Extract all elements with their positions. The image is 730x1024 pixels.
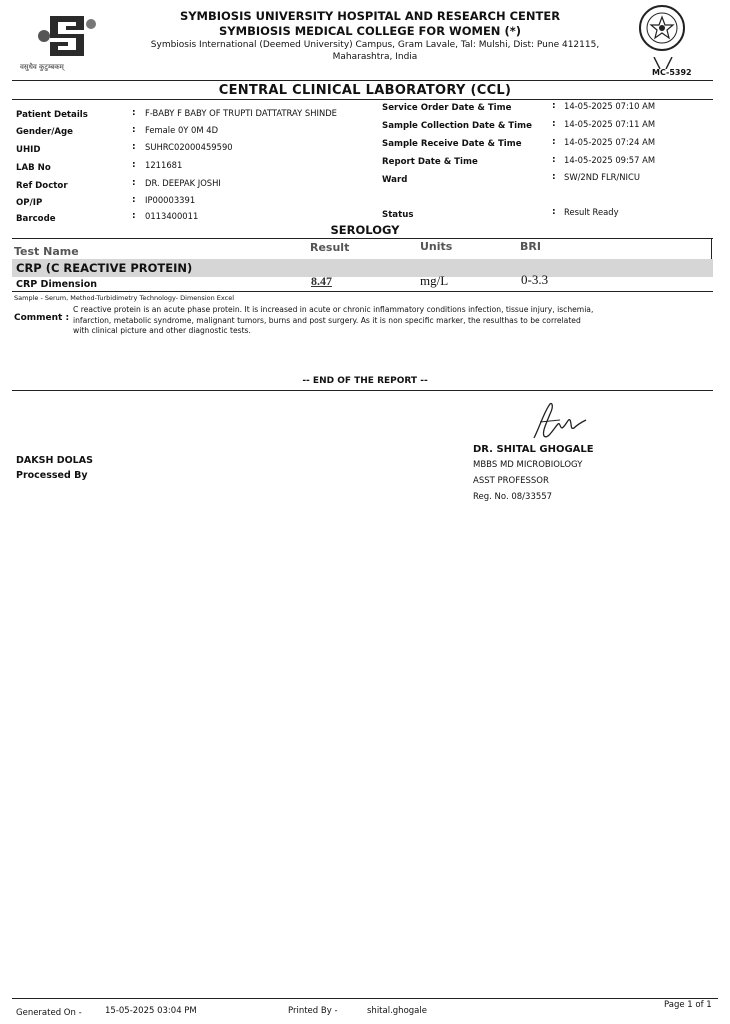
test-name: CRP Dimension <box>16 279 98 290</box>
doctor-qualification: MBBS MD MICROBIOLOGY <box>473 460 583 470</box>
colon: : <box>132 211 136 221</box>
page-number: Page 1 of 1 <box>664 1000 712 1010</box>
divider-lab-title <box>12 99 713 100</box>
colon: : <box>132 160 136 170</box>
hospital-logo <box>36 14 98 58</box>
accreditation-code: MC-5392 <box>652 68 692 77</box>
colon: : <box>132 195 136 205</box>
divider-footer <box>12 998 718 999</box>
processor-name: DAKSH DOLAS <box>16 455 93 466</box>
lab-title: CENTRAL CLINICAL LABORATORY (CCL) <box>218 83 512 98</box>
sample-collection-label: Sample Collection Date & Time <box>382 121 532 131</box>
accreditation-seal <box>638 4 686 52</box>
colon: : <box>132 178 136 188</box>
sample-collection-value: 14-05-2025 07:11 AM <box>564 119 656 129</box>
service-order-label: Service Order Date & Time <box>382 103 512 113</box>
uhid-label: UHID <box>16 145 41 155</box>
processor-role: Processed By <box>16 470 88 481</box>
doctor-name: DR. SHITAL GHOGALE <box>473 444 594 455</box>
colon: : <box>552 101 556 111</box>
col-result: Result <box>310 241 350 254</box>
test-units: mg/L <box>420 273 449 288</box>
printed-value: shital.ghogale <box>367 1006 427 1016</box>
divider-result <box>12 291 713 292</box>
uhid-value: SUHRC02000459590 <box>145 142 233 152</box>
doctor-designation: ASST PROFESSOR <box>473 476 549 486</box>
colon: : <box>552 207 556 217</box>
logo-motto: वसुधैव कुटुम्बकम् <box>20 63 64 71</box>
test-result: 8.47 <box>311 274 332 288</box>
seal-ribbon <box>652 54 674 66</box>
ward-label: Ward <box>382 175 408 185</box>
address-line-1: Symbiosis International (Deemed University) Campus, Gram Lavale, Tal: Mulshi, Dist: Pune 412115, <box>150 40 600 50</box>
lab-no-value: 1211681 <box>145 160 183 170</box>
divider-section <box>12 238 713 239</box>
sample-receive-label: Sample Receive Date & Time <box>382 139 522 149</box>
colon: : <box>132 125 136 135</box>
address-line-2: Maharashtra, India <box>332 52 418 62</box>
report-date-value: 14-05-2025 09:57 AM <box>564 155 656 165</box>
section-title: SEROLOGY <box>330 223 400 237</box>
report-date-label: Report Date & Time <box>382 157 478 167</box>
comment-line: with clinical picture and other diagnostic tests. <box>73 326 251 335</box>
col-bri: BRI <box>520 240 541 253</box>
status-label: Status <box>382 210 414 220</box>
col-test-name: Test Name <box>14 245 79 258</box>
generated-value: 15-05-2025 03:04 PM <box>105 1006 197 1016</box>
printed-label: Printed By - <box>288 1006 338 1016</box>
barcode-label: Barcode <box>16 214 56 224</box>
end-of-report: -- END OF THE REPORT -- <box>302 376 428 386</box>
colon: : <box>552 137 556 147</box>
college-name: SYMBIOSIS MEDICAL COLLEGE FOR WOMEN (*) <box>219 24 521 38</box>
colon: : <box>552 172 556 182</box>
col-units: Units <box>420 240 453 253</box>
sample-receive-value: 14-05-2025 07:24 AM <box>564 137 656 147</box>
address <box>115 39 635 63</box>
comment-line: infarction, metabolic syndrome, malignant tumors, burns and post surgery. As it is non specific marker, the resulthas to be correlated <box>73 315 581 325</box>
op-ip-label: OP/IP <box>16 198 43 208</box>
gender-age-value: Female 0Y 0M 4D <box>145 125 219 135</box>
doctor-reg: Reg. No. 08/33557 <box>473 492 553 502</box>
gender-age-label: Gender/Age <box>16 127 73 137</box>
hospital-name: SYMBIOSIS UNIVERSITY HOSPITAL AND RESEARCH CENTER <box>179 9 561 23</box>
doctor-signature <box>530 398 590 446</box>
comment-label: Comment : <box>14 313 70 323</box>
divider-top <box>12 80 713 81</box>
patient-name: F-BABY F BABY OF TRUPTI DATTATRAY SHINDE <box>145 108 337 118</box>
colon: : <box>132 108 136 118</box>
divider-end <box>12 390 713 391</box>
op-ip-value: IP00003391 <box>145 195 196 205</box>
status-value: Result Ready <box>564 207 619 217</box>
ward-value: SW/2ND FLR/NICU <box>564 172 640 182</box>
ref-doctor-label: Ref Doctor <box>16 181 68 191</box>
test-bri: 0-3.3 <box>521 272 549 287</box>
service-order-value: 14-05-2025 07:10 AM <box>564 101 656 111</box>
ref-doctor-value: DR. DEEPAK JOSHI <box>145 178 221 188</box>
test-group-title: CRP (C REACTIVE PROTEIN) <box>16 261 193 275</box>
colon: : <box>552 119 556 129</box>
colon: : <box>552 155 556 165</box>
sample-note: Sample - Serum, Method-Turbidimetry Technology- Dimension Excel <box>14 294 235 302</box>
patient-label: Patient Details <box>16 110 88 120</box>
comment-text <box>73 305 713 337</box>
generated-label: Generated On - <box>16 1008 82 1018</box>
lab-no-label: LAB No <box>16 163 51 173</box>
barcode-value: 0113400011 <box>145 211 199 221</box>
colon: : <box>132 142 136 152</box>
comment-line: C reactive protein is an acute phase protein. It is increased in acute or chronic inflammatory conditions infection, tissue injury, ischemia, <box>73 305 594 314</box>
